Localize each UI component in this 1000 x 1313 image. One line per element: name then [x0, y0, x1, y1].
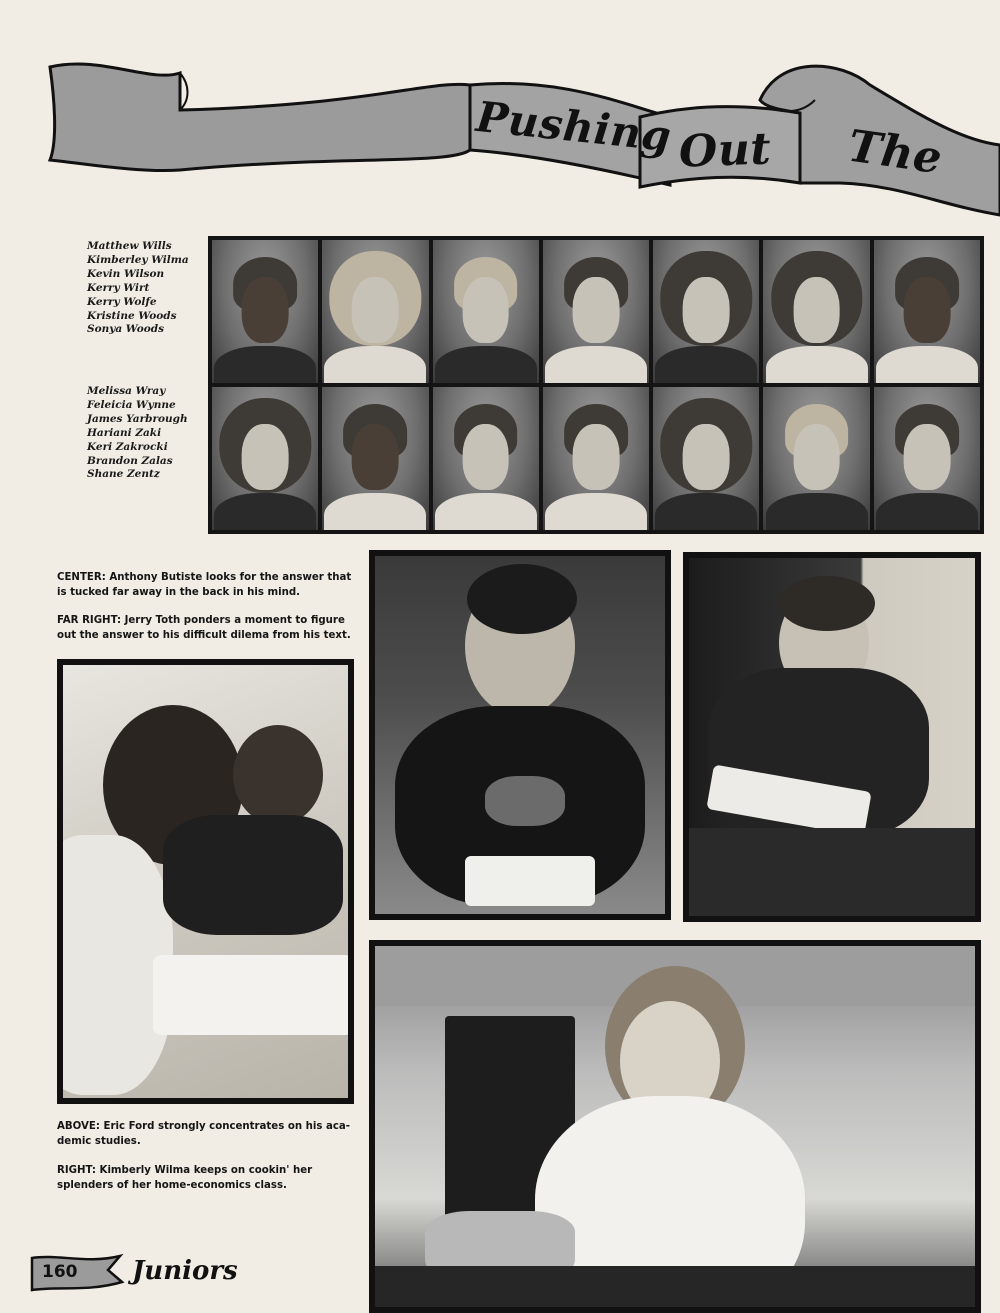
photo-anthony-thinking [369, 550, 671, 920]
caption-lead: ABOVE: [57, 1121, 100, 1132]
student-name: James Yarbrough [87, 412, 188, 425]
caption-text: Anthony Butiste looks for the answer that is tucked far away in the back in his mind. [57, 572, 352, 598]
page-footer [28, 1248, 268, 1298]
caption-text: Kimberly Wilma keeps on cookin' her splenders of her home-economics class. [57, 1165, 313, 1191]
student-name: Kerry Wirt [87, 281, 150, 294]
section-title: Juniors [132, 1256, 238, 1286]
portrait-grid [208, 236, 984, 534]
portrait-photo [212, 387, 318, 530]
student-name: Kerry Wolfe [87, 295, 157, 308]
portrait-photo [433, 240, 539, 383]
title-banner [40, 55, 1000, 225]
portrait-photo [763, 387, 869, 530]
caption-text: Jerry Toth ponders a moment to figure out the answer to his difficult dilema from his text. [57, 615, 351, 641]
student-name: Keri Zakrocki [87, 440, 168, 453]
student-name: Matthew Wills [87, 240, 172, 252]
student-name: Kristine Woods [87, 309, 177, 322]
student-name: Feleicia Wynne [87, 398, 176, 411]
caption-lead: FAR RIGHT: [57, 615, 122, 626]
caption-right [57, 1164, 367, 1193]
banner-word-out: Out [678, 123, 773, 178]
photo-kimberly-cooking [369, 940, 981, 1313]
portrait-photo [874, 240, 980, 383]
banner-word-the: The [844, 120, 946, 185]
portrait-photo [653, 240, 759, 383]
portrait-photo [212, 240, 318, 383]
caption-lead: CENTER: [57, 572, 106, 583]
name-list-row-1 [87, 240, 207, 337]
portrait-photo [653, 387, 759, 530]
caption-center [57, 571, 357, 600]
student-name: Kevin Wilson [87, 267, 165, 280]
student-name: Hariani Zaki [87, 426, 162, 439]
portrait-photo [543, 387, 649, 530]
portrait-photo [874, 387, 980, 530]
student-name: Melissa Wray [87, 385, 166, 397]
portrait-photo [543, 240, 649, 383]
caption-text: Eric Ford strongly concentrates on his aca-demic studies. [57, 1121, 350, 1147]
banner-word-pushing: Pushing [473, 91, 674, 162]
student-name: Sonya Woods [87, 323, 164, 336]
caption-far-right [57, 614, 357, 643]
photo-eric-studying [57, 659, 354, 1104]
portrait-photo [322, 387, 428, 530]
student-name: Shane Zentz [87, 468, 160, 481]
photo-jerry-pondering [683, 552, 981, 922]
page-number: 160 [42, 1262, 78, 1282]
portrait-photo [433, 387, 539, 530]
name-list-row-2 [87, 385, 207, 482]
caption-above [57, 1120, 367, 1149]
caption-lead: RIGHT: [57, 1165, 96, 1176]
portrait-photo [763, 240, 869, 383]
student-name: Kimberley Wilma [87, 253, 189, 266]
portrait-photo [322, 240, 428, 383]
student-name: Brandon Zalas [87, 454, 173, 467]
